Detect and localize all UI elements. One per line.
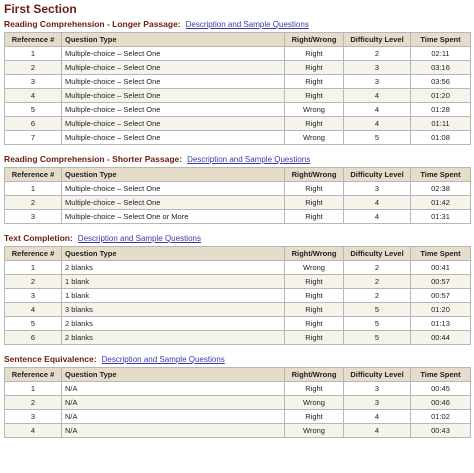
table-cell: Multiple-choice – Select One [62, 182, 285, 196]
table-cell: Right [285, 47, 344, 61]
results-table [4, 167, 471, 224]
page-title: First Section [4, 2, 77, 16]
table-cell: Multiple-choice – Select One [62, 75, 285, 89]
table-cell: 3 [5, 75, 62, 89]
table-cell: 01:20 [411, 89, 471, 103]
table-cell: 4 [344, 424, 411, 438]
table-cell: 01:42 [411, 196, 471, 210]
section-heading [4, 19, 470, 30]
table-row [5, 410, 471, 424]
table-cell: Multiple-choice – Select One [62, 61, 285, 75]
table-cell: 2 blanks [62, 317, 285, 331]
table-cell: 6 [5, 331, 62, 345]
table-cell: 3 [344, 396, 411, 410]
table-cell: Right [285, 410, 344, 424]
column-header: Difficulty Level [344, 33, 411, 47]
table-cell: 1 [5, 182, 62, 196]
column-header: Time Spent [411, 247, 471, 261]
column-header: Time Spent [411, 168, 471, 182]
table-row [5, 331, 471, 345]
table-cell: 5 [344, 131, 411, 145]
table-cell: Right [285, 303, 344, 317]
table-header-row [5, 368, 471, 382]
table-cell: 2 blanks [62, 331, 285, 345]
table-cell: 00:57 [411, 289, 471, 303]
table-cell: Right [285, 117, 344, 131]
table-row [5, 317, 471, 331]
table-row [5, 196, 471, 210]
table-cell: 2 [5, 196, 62, 210]
table-cell: 4 [344, 103, 411, 117]
table-cell: Multiple-choice – Select One [62, 117, 285, 131]
table-row [5, 117, 471, 131]
table-cell: 00:57 [411, 275, 471, 289]
column-header: Reference # [5, 368, 62, 382]
column-header: Right/Wrong [285, 168, 344, 182]
table-cell: N/A [62, 424, 285, 438]
results-table [4, 246, 471, 345]
table-cell: 01:31 [411, 210, 471, 224]
table-cell: 01:11 [411, 117, 471, 131]
table-cell: Right [285, 61, 344, 75]
table-cell: 2 blanks [62, 261, 285, 275]
table-cell: Wrong [285, 396, 344, 410]
section-title: Sentence Equivalence: [4, 354, 97, 364]
column-header: Question Type [62, 247, 285, 261]
table-row [5, 89, 471, 103]
table-cell: Right [285, 75, 344, 89]
table-row [5, 289, 471, 303]
table-cell: 4 [344, 117, 411, 131]
table-cell: 01:13 [411, 317, 471, 331]
table-cell: Wrong [285, 131, 344, 145]
table-cell: 4 [344, 210, 411, 224]
column-header: Reference # [5, 247, 62, 261]
table-row [5, 396, 471, 410]
column-header: Right/Wrong [285, 33, 344, 47]
table-row [5, 424, 471, 438]
table-cell: Right [285, 196, 344, 210]
table-cell: 1 [5, 47, 62, 61]
table-cell: 1 [5, 382, 62, 396]
table-cell: 4 [5, 303, 62, 317]
column-header: Time Spent [411, 33, 471, 47]
description-sample-questions-link[interactable]: Description and Sample Questions [77, 234, 201, 243]
table-cell: 4 [5, 424, 62, 438]
table-cell: Right [285, 331, 344, 345]
table-cell: 1 blank [62, 289, 285, 303]
table-cell: 03:16 [411, 61, 471, 75]
table-cell: 2 [5, 275, 62, 289]
column-header: Question Type [62, 168, 285, 182]
table-cell: 01:08 [411, 131, 471, 145]
table-cell: 4 [344, 196, 411, 210]
table-cell: 3 [5, 210, 62, 224]
table-cell: Right [285, 275, 344, 289]
table-cell: 3 [344, 75, 411, 89]
table-cell: 3 blanks [62, 303, 285, 317]
table-cell: 02:38 [411, 182, 471, 196]
table-cell: Multiple-choice – Select One or More [62, 210, 285, 224]
table-row [5, 47, 471, 61]
table-cell: 00:43 [411, 424, 471, 438]
table-cell: N/A [62, 382, 285, 396]
column-header: Right/Wrong [285, 247, 344, 261]
section-title: Reading Comprehension - Shorter Passage: [4, 154, 183, 164]
table-row [5, 275, 471, 289]
table-cell: 3 [5, 410, 62, 424]
column-header: Question Type [62, 33, 285, 47]
table-cell: 01:20 [411, 303, 471, 317]
column-header: Difficulty Level [344, 168, 411, 182]
table-row [5, 61, 471, 75]
column-header: Reference # [5, 168, 62, 182]
column-header: Difficulty Level [344, 368, 411, 382]
table-cell: 03:56 [411, 75, 471, 89]
table-cell: 00:46 [411, 396, 471, 410]
table-cell: Multiple-choice – Select One [62, 131, 285, 145]
table-cell: Wrong [285, 424, 344, 438]
table-cell: Wrong [285, 103, 344, 117]
section-title: Reading Comprehension - Longer Passage: [4, 19, 181, 29]
table-cell: 1 blank [62, 275, 285, 289]
table-cell: 5 [344, 303, 411, 317]
table-row [5, 131, 471, 145]
table-cell: Right [285, 317, 344, 331]
section-heading [4, 233, 470, 244]
table-cell: 7 [5, 131, 62, 145]
table-cell: 5 [5, 317, 62, 331]
table-header-row [5, 33, 471, 47]
section-heading [4, 154, 470, 165]
table-cell: 2 [344, 289, 411, 303]
table-row [5, 382, 471, 396]
table-cell: Right [285, 210, 344, 224]
column-header: Difficulty Level [344, 247, 411, 261]
table-cell: 01:02 [411, 410, 471, 424]
table-cell: 2 [5, 396, 62, 410]
column-header: Right/Wrong [285, 368, 344, 382]
section-title: Text Completion: [4, 233, 73, 243]
table-cell: 01:28 [411, 103, 471, 117]
table-cell: 5 [344, 317, 411, 331]
table-cell: Right [285, 289, 344, 303]
table-cell: Right [285, 382, 344, 396]
column-header: Reference # [5, 33, 62, 47]
table-cell: 3 [5, 289, 62, 303]
table-cell: 2 [344, 261, 411, 275]
table-cell: Multiple-choice – Select One [62, 196, 285, 210]
table-header-row [5, 247, 471, 261]
table-row [5, 261, 471, 275]
table-cell: N/A [62, 410, 285, 424]
table-row [5, 75, 471, 89]
table-row [5, 103, 471, 117]
table-cell: Right [285, 182, 344, 196]
table-cell: 3 [344, 61, 411, 75]
table-row [5, 303, 471, 317]
table-cell: 5 [5, 103, 62, 117]
table-header-row [5, 168, 471, 182]
table-cell: 00:44 [411, 331, 471, 345]
table-cell: 5 [344, 331, 411, 345]
sections-container [4, 19, 470, 438]
table-row [5, 182, 471, 196]
table-cell: Multiple-choice – Select One [62, 47, 285, 61]
table-cell: 00:41 [411, 261, 471, 275]
table-cell: Wrong [285, 261, 344, 275]
table-cell: 2 [5, 61, 62, 75]
table-cell: 4 [344, 410, 411, 424]
table-cell: 4 [344, 89, 411, 103]
column-header: Time Spent [411, 368, 471, 382]
description-sample-questions-link[interactable]: Description and Sample Questions [101, 355, 225, 364]
table-cell: Multiple-choice – Select One [62, 89, 285, 103]
table-row [5, 210, 471, 224]
table-cell: Multiple-choice – Select One [62, 103, 285, 117]
table-cell: N/A [62, 396, 285, 410]
section-heading [4, 354, 470, 365]
table-cell: Right [285, 89, 344, 103]
table-cell: 2 [344, 47, 411, 61]
results-table [4, 367, 471, 438]
description-sample-questions-link[interactable]: Description and Sample Questions [185, 20, 309, 29]
table-cell: 00:45 [411, 382, 471, 396]
results-table [4, 32, 471, 145]
description-sample-questions-link[interactable]: Description and Sample Questions [187, 155, 311, 164]
column-header: Question Type [62, 368, 285, 382]
table-cell: 6 [5, 117, 62, 131]
table-cell: 3 [344, 182, 411, 196]
table-cell: 02:11 [411, 47, 471, 61]
table-cell: 1 [5, 261, 62, 275]
table-cell: 2 [344, 275, 411, 289]
table-cell: 4 [5, 89, 62, 103]
table-cell: 3 [344, 382, 411, 396]
